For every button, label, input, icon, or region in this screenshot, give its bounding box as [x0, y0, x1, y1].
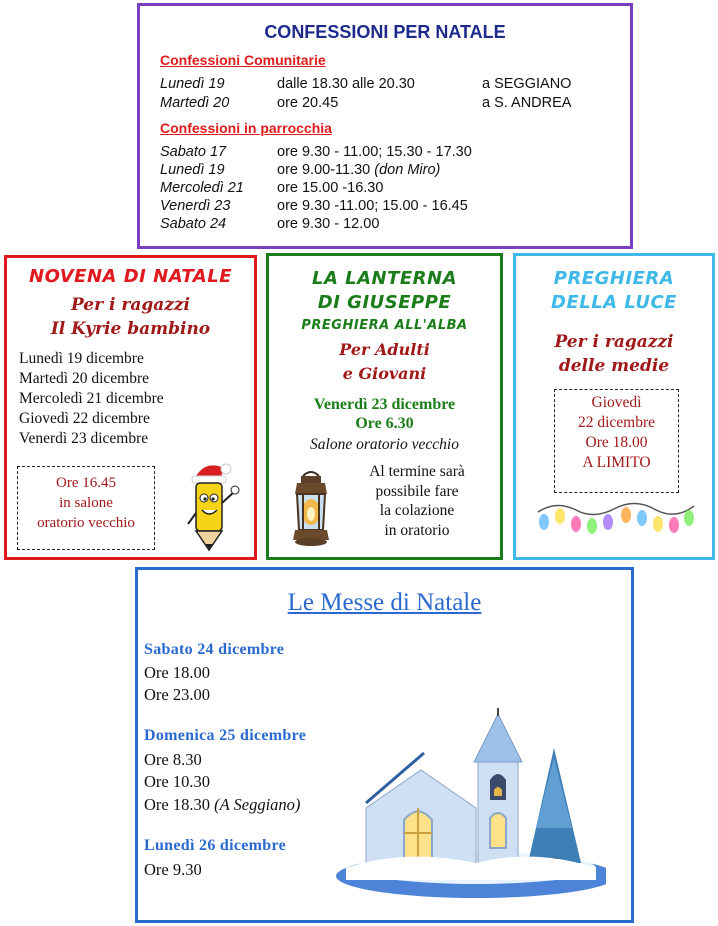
lanterna-subtitle: PREGHIERA ALL'ALBA — [301, 318, 468, 333]
messe-day: Sabato 24 dicembre — [144, 641, 285, 658]
novena-title: NOVENA DI NATALE — [29, 266, 232, 287]
lanterna-title-2: DI GIUSEPPE — [317, 292, 452, 313]
messe-day: Lunedì 26 dicembre — [144, 837, 287, 854]
novena-box — [4, 255, 257, 560]
messe-time: Ore 9.30 — [144, 860, 202, 879]
luce-audience-2: delle medie — [558, 356, 670, 376]
luce-box — [513, 253, 715, 560]
luce-audience: Per i ragazzi — [554, 332, 674, 352]
messe-time: Ore 18.00 — [144, 663, 210, 682]
novena-day: Lunedì 19 dicembre — [19, 350, 144, 367]
novena-day: Mercoledì 21 dicembre — [19, 390, 164, 407]
string-lights-icon — [536, 498, 696, 543]
messe-time: Ore 23.00 — [144, 685, 210, 704]
lanterna-audience-2: e Giovani — [342, 364, 427, 383]
messe-time: Ore 10.30 — [144, 772, 210, 791]
pencil-santa-icon — [182, 458, 244, 552]
novena-day: Giovedì 22 dicembre — [19, 410, 150, 427]
messe-box — [135, 567, 634, 923]
luce-info-box: Giovedì 22 dicembre Ore 18.00 A LIMITO — [554, 389, 679, 493]
messe-day: Domenica 25 dicembre — [144, 727, 307, 744]
lantern-icon — [287, 468, 335, 548]
luce-title: PREGHIERA — [553, 268, 675, 289]
novena-day: Venerdì 23 dicembre — [19, 430, 149, 447]
novena-info-box: Ore 16.45 in salone oratorio vecchio — [17, 466, 155, 550]
snowy-church-icon — [306, 708, 606, 903]
novena-day: Martedì 20 dicembre — [19, 370, 149, 387]
confessioni-box: CONFESSIONI PER NATALE Confessioni Comunitarie Lunedì 19 dalle 18.30 alle 20.30 a SEGGIANO Martedì 20 ore 20.45 a S. ANDREA Confessioni in parrocchia Sabato 17 ore 9.30 - 11.00; 15.30 - 17.30 Lunedì 19 ore 9.00-11.30 (don Miro) Mercoledì 21 ore 15.00 -16.30 Venerdì 23 ore 9.30 -11.00; 15.00 - 16.45 Sabato 24 ore 9.30 - 12.00 — [137, 3, 633, 249]
comunitarie-heading: Confessioni Comunitarie — [160, 52, 326, 68]
novena-days — [19, 349, 164, 449]
messe-title: Le Messe di Natale — [287, 589, 482, 616]
lanterna-title: LA LANTERNA — [311, 268, 458, 289]
lanterna-note: Al termine sarà possibile fare la colazione in oratorio — [369, 463, 465, 539]
confessioni-title: CONFESSIONI PER NATALE — [264, 22, 506, 42]
lanterna-box — [266, 253, 503, 560]
lanterna-audience: Per Adulti — [339, 340, 430, 359]
luce-title-2: DELLA LUCE — [551, 292, 677, 313]
lanterna-date: Venerdì 23 dicembre — [313, 396, 456, 413]
novena-subtitle: Per i ragazzi — [70, 295, 191, 315]
parrocchia-heading: Confessioni in parrocchia — [160, 120, 332, 136]
messe-time: Ore 18.30 (A Seggiano) — [144, 795, 301, 814]
lanterna-place: Salone oratorio vecchio — [310, 436, 459, 453]
novena-subtitle-2: Il Kyrie bambino — [50, 319, 211, 339]
messe-time: Ore 8.30 — [144, 750, 202, 769]
lanterna-time: Ore 6.30 — [355, 415, 414, 432]
